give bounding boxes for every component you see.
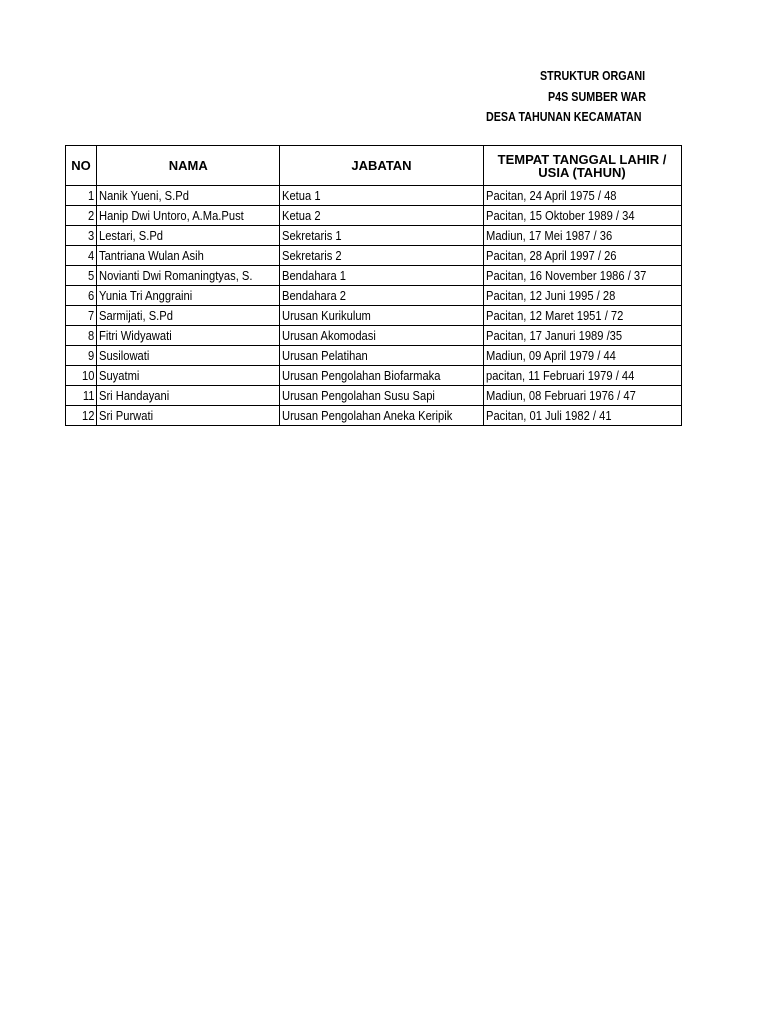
table-row [66, 286, 682, 306]
header-no: NO [66, 146, 97, 186]
cell-jabatan: Urusan Pengolahan Susu Sapi [280, 386, 483, 406]
document-title-line-3: DESA TAHUNAN KECAMATAN [486, 110, 642, 124]
cell-nama: Yunia Tri Anggraini [97, 286, 280, 306]
cell-no: 2 [66, 206, 97, 226]
cell-no: 9 [66, 346, 97, 366]
cell-ttl: pacitan, 11 Februari 1979 / 44 [483, 366, 681, 386]
cell-ttl: Pacitan, 01 Juli 1982 / 41 [483, 406, 681, 426]
table-row [66, 186, 682, 206]
cell-ttl: Pacitan, 12 Juni 1995 / 28 [483, 286, 681, 306]
table-row [66, 306, 682, 326]
header-ttl: TEMPAT TANGGAL LAHIR / USIA (TAHUN) [483, 146, 681, 186]
table-header-row [66, 146, 682, 186]
cell-ttl: Madiun, 17 Mei 1987 / 36 [483, 226, 681, 246]
table-body [66, 186, 682, 426]
cell-no: 11 [66, 386, 97, 406]
cell-no: 1 [66, 186, 97, 206]
header-jabatan: JABATAN [280, 146, 483, 186]
cell-jabatan: Sekretaris 2 [280, 246, 483, 266]
cell-ttl: Pacitan, 12 Maret 1951 / 72 [483, 306, 681, 326]
cell-nama: Fitri Widyawati [97, 326, 280, 346]
organization-roster-table [65, 145, 682, 426]
cell-nama: Novianti Dwi Romaningtyas, S. [97, 266, 280, 286]
cell-jabatan: Urusan Kurikulum [280, 306, 483, 326]
cell-ttl: Pacitan, 28 April 1997 / 26 [483, 246, 681, 266]
cell-jabatan: Urusan Pelatihan [280, 346, 483, 366]
table-row [66, 326, 682, 346]
table-row [66, 266, 682, 286]
cell-ttl: Pacitan, 17 Januri 1989 /35 [483, 326, 681, 346]
table-row [66, 406, 682, 426]
table-row [66, 366, 682, 386]
cell-nama: Suyatmi [97, 366, 280, 386]
cell-ttl: Madiun, 08 Februari 1976 / 47 [483, 386, 681, 406]
cell-ttl: Pacitan, 15 Oktober 1989 / 34 [483, 206, 681, 226]
table-row [66, 206, 682, 226]
cell-jabatan: Bendahara 2 [280, 286, 483, 306]
cell-no: 8 [66, 326, 97, 346]
cell-no: 4 [66, 246, 97, 266]
cell-jabatan: Ketua 1 [280, 186, 483, 206]
cell-ttl: Pacitan, 16 November 1986 / 37 [483, 266, 681, 286]
cell-jabatan: Urusan Pengolahan Biofarmaka [280, 366, 483, 386]
cell-ttl: Pacitan, 24 April 1975 / 48 [483, 186, 681, 206]
table-row [66, 246, 682, 266]
table-row [66, 386, 682, 406]
table-row [66, 226, 682, 246]
cell-no: 7 [66, 306, 97, 326]
cell-jabatan: Sekretaris 1 [280, 226, 483, 246]
header-nama: NAMA [97, 146, 280, 186]
cell-nama: Lestari, S.Pd [97, 226, 280, 246]
cell-nama: Sarmijati, S.Pd [97, 306, 280, 326]
cell-ttl: Madiun, 09 April 1979 / 44 [483, 346, 681, 366]
cell-nama: Tantriana Wulan Asih [97, 246, 280, 266]
cell-jabatan: Bendahara 1 [280, 266, 483, 286]
document-title-line-1: STRUKTUR ORGANI [540, 69, 646, 83]
document-title-block [0, 0, 656, 140]
cell-no: 5 [66, 266, 97, 286]
cell-no: 6 [66, 286, 97, 306]
cell-jabatan: Urusan Akomodasi [280, 326, 483, 346]
cell-no: 10 [66, 366, 97, 386]
table-row [66, 346, 682, 366]
cell-no: 3 [66, 226, 97, 246]
cell-nama: Hanip Dwi Untoro, A.Ma.Pust [97, 206, 280, 226]
cell-nama: Nanik Yueni, S.Pd [97, 186, 280, 206]
cell-no: 12 [66, 406, 97, 426]
cell-jabatan: Urusan Pengolahan Aneka Keripik [280, 406, 483, 426]
cell-nama: Sri Handayani [97, 386, 280, 406]
cell-jabatan: Ketua 2 [280, 206, 483, 226]
cell-nama: Susilowati [97, 346, 280, 366]
document-title-line-2: P4S SUMBER WAR [548, 90, 646, 104]
cell-nama: Sri Purwati [97, 406, 280, 426]
